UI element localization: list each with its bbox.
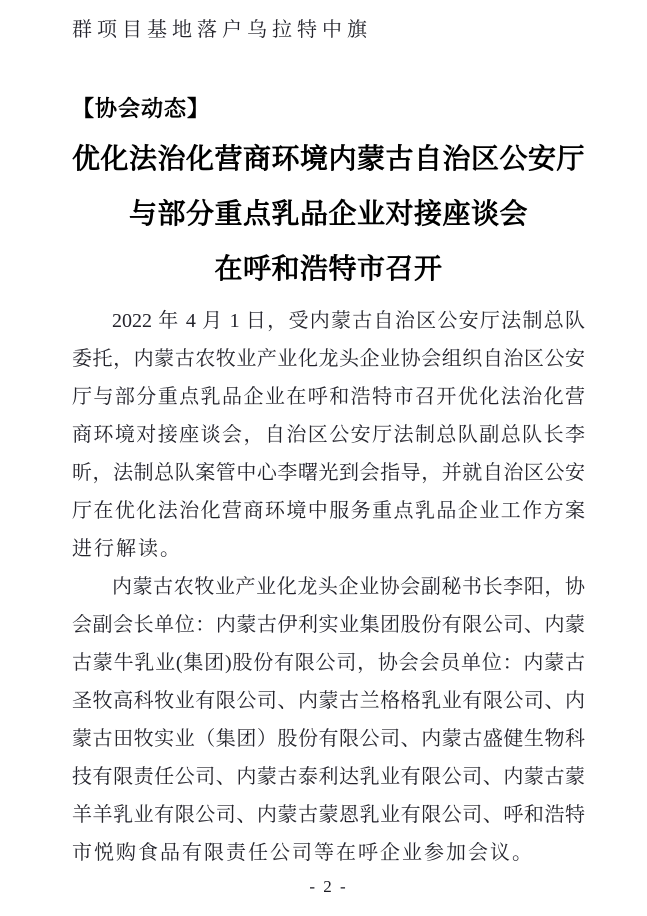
paragraph-line: 2022 年 4 月 1 日，受内蒙古自治区公安厅法制总队 (112, 310, 585, 332)
page-header-continuation-line: 群项目基地落户乌拉特中旗 (72, 19, 372, 41)
paragraph-line: 蒙古田牧实业（集团）股份有限公司、内蒙古盛健生物科 (72, 728, 585, 750)
paragraph-line: 圣牧高科牧业有限公司、内蒙古兰格格乳业有限公司、内 (72, 690, 585, 712)
paragraph-line: 技有限责任公司、内蒙古泰利达乳业有限公司、内蒙古蒙 (72, 766, 585, 788)
paragraph-line: 内蒙古农牧业产业化龙头企业协会副秘书长李阳，协 (112, 576, 585, 598)
paragraph-line: 厅在优化法治化营商环境中服务重点乳品企业工作方案 (72, 500, 585, 522)
paragraph-2 (72, 568, 585, 872)
paragraph-line: 进行解读。 (72, 538, 182, 560)
paragraph-1 (72, 302, 585, 568)
paragraph-line: 古蒙牛乳业(集团)股份有限公司，协会会员单位：内蒙古 (72, 652, 585, 674)
article-title (72, 132, 585, 297)
article-title-line-2: 与部分重点乳品企业对接座谈会 (128, 199, 528, 230)
paragraph-line: 厅与部分重点乳品企业在呼和浩特市召开优化法治化营 (72, 386, 585, 408)
paragraph-line: 会副会长单位：内蒙古伊利实业集团股份有限公司、内蒙 (72, 614, 585, 636)
paragraph-line: 羊羊乳业有限公司、内蒙古蒙恩乳业有限公司、呼和浩特 (72, 804, 585, 826)
page-number: - 2 - (309, 877, 348, 896)
article-title-line-1: 优化法治化营商环境内蒙古自治区公安厅 (72, 144, 586, 175)
paragraph-line: 市悦购食品有限责任公司等在呼企业参加会议。 (72, 842, 534, 864)
paragraph-line: 昕，法制总队案管中心李曙光到会指导，并就自治区公安 (72, 462, 585, 484)
article-title-line-3: 在呼和浩特市召开 (214, 254, 443, 285)
section-heading: 【协会动态】 (72, 96, 211, 121)
paragraph-line: 委托，内蒙古农牧业产业化龙头企业协会组织自治区公安 (72, 348, 585, 370)
paragraph-line: 商环境对接座谈会，自治区公安厅法制总队副总队长李 (72, 424, 585, 446)
article-body (72, 302, 585, 872)
